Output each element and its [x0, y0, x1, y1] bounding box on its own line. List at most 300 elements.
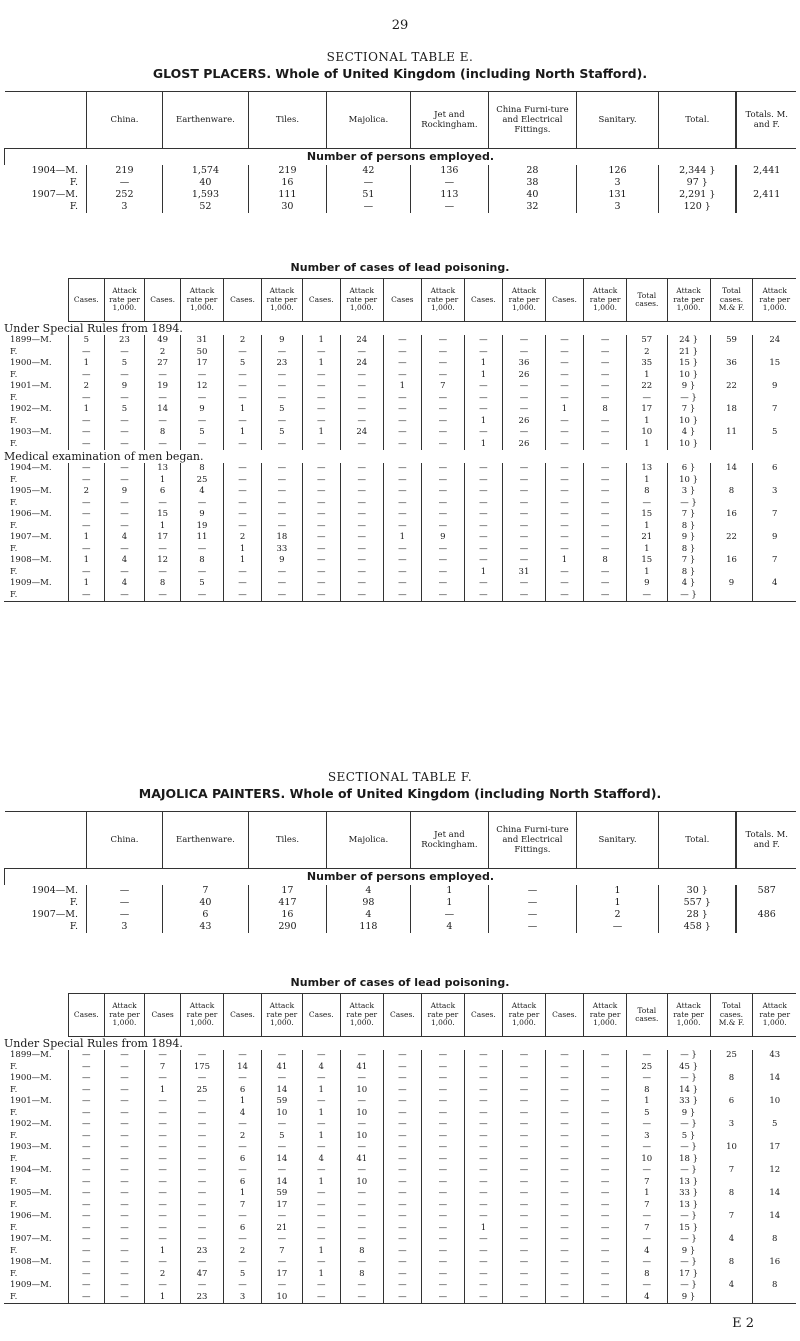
column-header: Majolica. [326, 812, 410, 869]
table-row [4, 1246, 796, 1258]
table-f-employment [4, 811, 796, 933]
table-cell: 31 [181, 335, 224, 347]
table-cell: — [584, 567, 627, 579]
table-cell: 17 [248, 885, 326, 897]
table-cell [710, 347, 753, 359]
table-cell: 4 } [667, 427, 710, 439]
table-cell: — [383, 1292, 421, 1304]
table-cell: — [68, 498, 104, 510]
table-cell: 2 [145, 1269, 181, 1281]
table-cell: — [383, 347, 421, 359]
table-cell: — [421, 1085, 464, 1097]
table-cell: — [223, 1142, 261, 1154]
table-cell [710, 498, 753, 510]
table-cell: 3 [710, 1119, 753, 1131]
table-cell: — [340, 1292, 383, 1304]
table-cell: — [340, 381, 383, 393]
table-cell: — [181, 1142, 224, 1154]
table-cell: — [340, 370, 383, 382]
table-cell: 16 [753, 1257, 796, 1269]
table-cell: — [383, 578, 421, 590]
table-cell: — [503, 335, 546, 347]
table-cell: 14 [223, 1062, 261, 1074]
table-cell: — [488, 921, 576, 933]
table-row [4, 1280, 796, 1292]
table-cell: — [340, 1188, 383, 1200]
table-cell: 1 [577, 897, 659, 909]
table-cell: 15 } [667, 1223, 710, 1235]
table-cell: — [223, 347, 261, 359]
table-cell: 1 [68, 358, 104, 370]
row-label: 1904—M. [10, 463, 52, 473]
table-cell: 8 [710, 1257, 753, 1269]
table-cell: — [87, 177, 163, 189]
column-header: Earthenware. [162, 812, 248, 869]
table-cell: 5 [104, 358, 145, 370]
column-header: Attack rate per 1,000. [753, 994, 796, 1037]
table-cell: — [383, 1142, 421, 1154]
table-cell: — [383, 1165, 421, 1177]
table-cell: 9 } [667, 532, 710, 544]
table-cell: — [68, 1223, 104, 1235]
table-cell: — } [667, 1211, 710, 1223]
table-cell: 1 [383, 381, 421, 393]
table-cell: 16 [710, 509, 753, 521]
table-cell [753, 1085, 796, 1097]
table-cell: 9 [181, 404, 224, 416]
column-header: Cases [383, 279, 421, 322]
column-header: Attack rate per 1,000. [421, 279, 464, 322]
table-row [4, 1223, 796, 1235]
column-header: Cases. [223, 994, 261, 1037]
row-label: F. [10, 346, 18, 357]
table-cell: 9 [753, 381, 796, 393]
table-cell: 40 [162, 177, 248, 189]
table-cell: 41 [340, 1062, 383, 1074]
table-cell: — [262, 509, 303, 521]
table-cell: — [464, 347, 502, 359]
table-cell: — [68, 1050, 104, 1062]
row-label: 1902—M. [10, 404, 52, 414]
table-cell: 41 [262, 1062, 303, 1074]
table-row [4, 404, 796, 416]
table-cell: — [503, 1131, 546, 1143]
table-cell: 2 [68, 486, 104, 498]
table-row [4, 347, 796, 359]
table-cell: 252 [87, 189, 163, 201]
table-cell: — [421, 335, 464, 347]
table-cell: — [262, 590, 303, 602]
table-f-heading: SECTIONAL TABLE F. [327, 770, 473, 784]
table-row [5, 189, 797, 201]
table-cell: 35 [627, 358, 668, 370]
table-cell: 1 [627, 521, 668, 533]
table-cell: — [410, 909, 488, 921]
table-cell: — [503, 521, 546, 533]
table-cell [753, 567, 796, 579]
table-cell: — [302, 347, 340, 359]
table-cell: 1 [145, 1246, 181, 1258]
table-cell: — [464, 578, 502, 590]
table-cell: 6 [223, 1223, 261, 1235]
table-cell: — [145, 1257, 181, 1269]
table-cell: — [302, 393, 340, 405]
table-cell: — [464, 590, 502, 602]
table-cell: — } [667, 1050, 710, 1062]
table-cell: 22 [627, 381, 668, 393]
table-cell: — [383, 427, 421, 439]
table-cell: 52 [162, 201, 248, 213]
table-cell [710, 590, 753, 602]
table-cell: — [545, 1085, 583, 1097]
table-cell: — [383, 1108, 421, 1120]
table-cell: — [145, 590, 181, 602]
table-cell: 1 [627, 370, 668, 382]
table-cell: — [104, 1234, 145, 1246]
table-row [4, 1292, 796, 1304]
table-cell: 7 [753, 404, 796, 416]
table-f-cases [4, 973, 796, 1304]
table-cell: — [421, 1131, 464, 1143]
table-cell: — [503, 381, 546, 393]
table-cell: — [145, 1223, 181, 1235]
column-header: Attack rate per 1,000. [181, 994, 224, 1037]
table-cell: — [503, 544, 546, 556]
table-cell: 1 [545, 404, 583, 416]
table-cell: 26 [503, 370, 546, 382]
table-cell: — [302, 1096, 340, 1108]
table-cell: 21 } [667, 347, 710, 359]
table-cell: — [584, 1246, 627, 1258]
table-cell: — [68, 439, 104, 451]
table-cell: — [545, 1246, 583, 1258]
table-cell: — [383, 1062, 421, 1074]
table-cell: 4 [410, 921, 488, 933]
table-cell: — [464, 1108, 502, 1120]
table-cell: — [340, 567, 383, 579]
table-cell: — [104, 590, 145, 602]
row-label: 1904—M. [31, 165, 79, 176]
table-cell: — [340, 1280, 383, 1292]
table-cell: — [262, 486, 303, 498]
column-header: Total cases. M.& F. [710, 994, 753, 1037]
table-cell: 3 [87, 201, 163, 213]
table-cell: — [223, 463, 261, 475]
table-cell: — [262, 1073, 303, 1085]
table-cell: — } [667, 1280, 710, 1292]
table-cell: — [302, 416, 340, 428]
table-cell: — [223, 439, 261, 451]
table-cell: — [464, 1096, 502, 1108]
table-row [4, 381, 796, 393]
table-cell: — [503, 1062, 546, 1074]
table-cell: 22 [710, 532, 753, 544]
table-cell: 7 [145, 1062, 181, 1074]
table-cell: 1 [627, 1096, 668, 1108]
table-cell [753, 1108, 796, 1120]
table-row [4, 590, 796, 602]
table-cell: — [627, 393, 668, 405]
table-cell: 59 [262, 1096, 303, 1108]
table-cell: 1 [302, 335, 340, 347]
table-cell: — [340, 544, 383, 556]
column-header: Cases. [302, 994, 340, 1037]
table-cell: — [545, 1062, 583, 1074]
table-cell: 8 [710, 1188, 753, 1200]
row-label: F. [10, 1176, 18, 1187]
table-cell: — [503, 509, 546, 521]
table-cell: 3 [753, 486, 796, 498]
table-cell: — [464, 555, 502, 567]
table-cell: 9 [262, 555, 303, 567]
table-e-heading: SECTIONAL TABLE E. [326, 50, 474, 64]
table-cell: — [488, 885, 576, 897]
table-cell: — [545, 498, 583, 510]
table-cell: 25 [710, 1050, 753, 1062]
table-cell: — [104, 1119, 145, 1131]
table-cell: 24 } [667, 335, 710, 347]
table-cell: 22 [710, 381, 753, 393]
table-e-header-row [5, 92, 797, 149]
table-cell: — [104, 1188, 145, 1200]
table-cell: 7 [262, 1246, 303, 1258]
table-cell: — [464, 1257, 502, 1269]
row-label: F. [10, 497, 18, 508]
column-header: Totals. M. and F. [736, 92, 796, 149]
table-cell: 9 [262, 335, 303, 347]
table-cell: — [421, 1119, 464, 1131]
table-cell: 9 } [667, 381, 710, 393]
table-cell: — [145, 1234, 181, 1246]
table-cell: 5 [104, 404, 145, 416]
table-cell: — [262, 439, 303, 451]
table-cell: 31 [503, 567, 546, 579]
table-cell [753, 416, 796, 428]
table-cell: 24 [753, 335, 796, 347]
table-cell: — [223, 521, 261, 533]
table-row [5, 165, 797, 177]
table-cell: 2 [68, 381, 104, 393]
table-cell [753, 1200, 796, 1212]
table-row [4, 370, 796, 382]
table-cell: — [464, 498, 502, 510]
table-cell: — [181, 1280, 224, 1292]
table-cell: — [488, 897, 576, 909]
table-cell: 14 [753, 1073, 796, 1085]
table-row [4, 335, 796, 347]
table-cell: — [383, 1073, 421, 1085]
table-cell: 10 } [667, 370, 710, 382]
table-cell: 57 [627, 335, 668, 347]
table-cell: — [421, 358, 464, 370]
table-cell: 25 [627, 1062, 668, 1074]
table-cell: 8 } [667, 567, 710, 579]
table-cell: — [545, 1154, 583, 1166]
column-header: Cases. [464, 994, 502, 1037]
table-cell: 2 [223, 1131, 261, 1143]
table-cell: — } [667, 590, 710, 602]
table-cell: 113 [410, 189, 488, 201]
table-cell: — [584, 381, 627, 393]
table-cell: — [503, 347, 546, 359]
table-cell: 43 [753, 1050, 796, 1062]
table-cell: — [421, 1211, 464, 1223]
table-cell: — [302, 578, 340, 590]
table-cell: 9 [181, 509, 224, 521]
table-cell: — [545, 1108, 583, 1120]
table-cell [753, 544, 796, 556]
table-cell: 12 [181, 381, 224, 393]
table-cell: — [181, 498, 224, 510]
table-f-subheading: MAJOLICA PAINTERS. Whole of United Kingdom (including North Stafford). [138, 786, 662, 801]
column-header: Attack rate per 1,000. [104, 994, 145, 1037]
table-cell: — [340, 1119, 383, 1131]
table-cell: — [68, 1280, 104, 1292]
table-cell: — [181, 1257, 224, 1269]
table-cell: — [503, 1280, 546, 1292]
table-cell: — [545, 590, 583, 602]
table-cell: — [383, 1085, 421, 1097]
table-cell: — [421, 404, 464, 416]
table-cell: 8 [145, 578, 181, 590]
column-header: China Furni-ture and Electrical Fittings. [488, 812, 576, 869]
row-label: F. [10, 1268, 18, 1279]
table-cell: — [145, 1188, 181, 1200]
table-cell: — [302, 1234, 340, 1246]
table-cell: 5 [223, 358, 261, 370]
table-cell: 290 [248, 921, 326, 933]
table-cell: 7 [627, 1223, 668, 1235]
table-cell: 8 [753, 1234, 796, 1246]
table-cell: — [464, 486, 502, 498]
table-cell: — [104, 416, 145, 428]
table-cell: — [104, 509, 145, 521]
table-cell: 8 [710, 486, 753, 498]
table-cell [736, 897, 796, 909]
table-cell: — [584, 1177, 627, 1189]
table-row [4, 427, 796, 439]
table-cell: — [545, 1177, 583, 1189]
table-cell: — [545, 463, 583, 475]
row-label: 1899—M. [10, 335, 52, 345]
table-cell: — [464, 1050, 502, 1062]
table-cell: 6 [145, 486, 181, 498]
table-cell [710, 439, 753, 451]
table-cell: 4 [326, 885, 410, 897]
table-cell: — [421, 1177, 464, 1189]
table-cell: — [464, 404, 502, 416]
table-cell: — [302, 439, 340, 451]
table-cell: 1 [145, 475, 181, 487]
table-cell: 5 [68, 335, 104, 347]
table-cell: — [383, 509, 421, 521]
table-cell: 11 [181, 532, 224, 544]
table-cell: — [584, 463, 627, 475]
table-cell: 557 } [659, 897, 737, 909]
table-cell: 1 [68, 555, 104, 567]
table-row [4, 532, 796, 544]
table-cell: 19 [181, 521, 224, 533]
table-cell: 14 [262, 1085, 303, 1097]
table-cell: — [68, 1062, 104, 1074]
table-cell: — [68, 416, 104, 428]
table-cell: 1 [627, 1188, 668, 1200]
table-cell: — [145, 439, 181, 451]
table-cell: 175 [181, 1062, 224, 1074]
page-number: 29 [391, 18, 409, 33]
row-label: F. [10, 1107, 18, 1118]
table-cell: — [383, 1211, 421, 1223]
table-cell: — [68, 1177, 104, 1189]
table-cell [753, 1246, 796, 1258]
table-cell: 6 [223, 1177, 261, 1189]
table-cell: — [302, 404, 340, 416]
table-cell: 9 [104, 381, 145, 393]
table-cell: — [262, 381, 303, 393]
table-cell: — [68, 1073, 104, 1085]
table-cell: — [223, 498, 261, 510]
table-cell: — [68, 427, 104, 439]
table-cell: — [302, 1280, 340, 1292]
table-cell: — [223, 381, 261, 393]
table-cell: — [383, 1234, 421, 1246]
table-cell [753, 475, 796, 487]
table-cell: — [145, 1096, 181, 1108]
table-cell: — [68, 1188, 104, 1200]
table-cell [753, 1292, 796, 1304]
table-cell [710, 1177, 753, 1189]
table-cell: — [181, 1223, 224, 1235]
table-cell: — [464, 1131, 502, 1143]
table-cell: 1 [464, 567, 502, 579]
table-cell: — [545, 475, 583, 487]
table-cell: — [68, 475, 104, 487]
table-cell: — [68, 1257, 104, 1269]
column-header: Total cases. M.& F. [710, 279, 753, 322]
table-cell: — [383, 567, 421, 579]
table-cell: — [545, 544, 583, 556]
table-cell: — [383, 416, 421, 428]
table-cell: — [383, 521, 421, 533]
table-cell: — [302, 590, 340, 602]
table-cell: — [340, 578, 383, 590]
table-cell: — [584, 1292, 627, 1304]
table-cell: — [104, 1257, 145, 1269]
table-cell: — [421, 370, 464, 382]
table-cell: — [340, 498, 383, 510]
table-cell: 8 } [667, 544, 710, 556]
table-cell: — [383, 1154, 421, 1166]
table-cell: 10 [340, 1085, 383, 1097]
table-cell: — } [667, 1073, 710, 1085]
table-cell: — [145, 1154, 181, 1166]
table-cell: 17 [181, 358, 224, 370]
table-cell: — [383, 335, 421, 347]
table-cell: — [104, 544, 145, 556]
table-cell: 1,593 [162, 189, 248, 201]
table-cell: 7 } [667, 404, 710, 416]
table-cell: 14 [753, 1188, 796, 1200]
row-label: 1903—M. [10, 1142, 52, 1152]
table-cell: — [584, 427, 627, 439]
table-cell: 458 } [659, 921, 737, 933]
table-cell: 24 [340, 427, 383, 439]
table-cell: — [181, 439, 224, 451]
table-cell: — [545, 1211, 583, 1223]
table-f-cases-title: Number of cases of lead poisoning. [290, 976, 510, 989]
row-label: F. [10, 1222, 18, 1233]
table-cell: — [383, 1200, 421, 1212]
